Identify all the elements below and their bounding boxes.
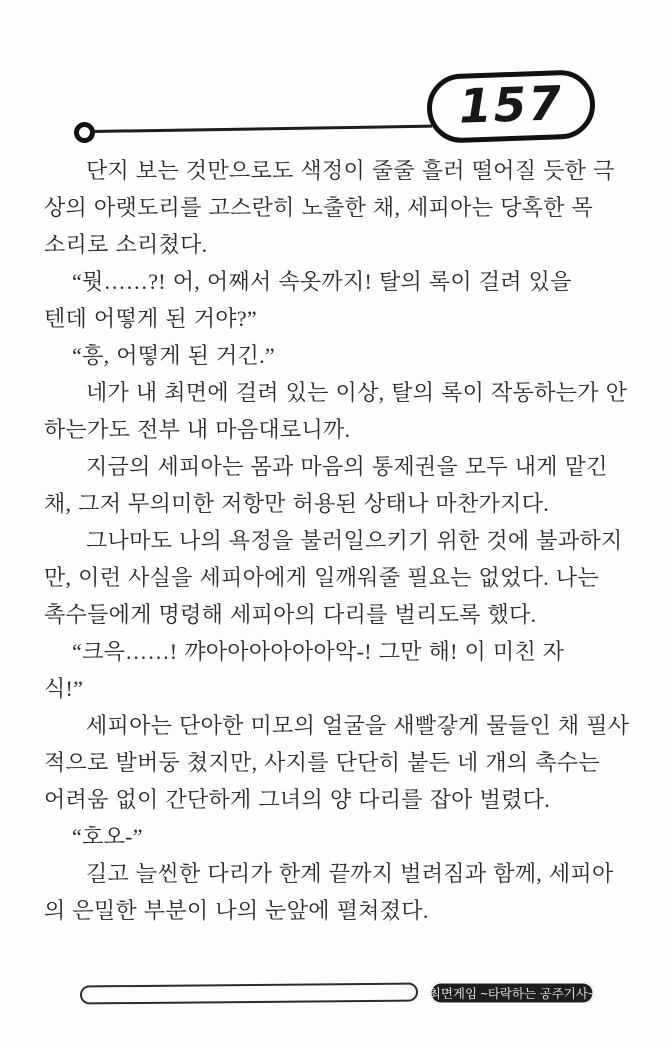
text-line: 텐데 어떻게 된 거야?” xyxy=(44,306,257,331)
body-text xyxy=(44,152,630,929)
text-line: 상의 아랫도리를 고스란히 노출한 채, 세피아는 당혹한 목 xyxy=(44,195,594,220)
text-line: 단지 보는 것만으로도 색정이 줄줄 흘러 떨어질 듯한 극 xyxy=(86,158,615,183)
text-line: 채, 그저 무의미한 저항만 허용된 상태나 마찬가지다. xyxy=(44,491,549,516)
page-number-badge xyxy=(426,69,596,144)
text-line: 어려움 없이 간단하게 그녀의 양 다리를 잡아 벌렸다. xyxy=(44,787,550,812)
text-line: 세피아는 단아한 미모의 얼굴을 새빨갛게 물들인 채 필사 xyxy=(86,713,630,738)
text-line: 적으로 발버둥 쳤지만, 사지를 단단히 붙든 네 개의 촉수는 xyxy=(44,750,600,775)
text-line: 길고 늘씬한 다리가 한계 끝까지 벌려짐과 함께, 세피아 xyxy=(86,861,614,886)
text-line: 하는가도 전부 내 마음대로니까. xyxy=(44,417,351,442)
text-line: 지금의 세피아는 몸과 마음의 통제권을 모두 내게 맡긴 xyxy=(86,454,608,479)
text-line: 촉수들에게 명령해 세피아의 다리를 벌리도록 했다. xyxy=(44,602,537,627)
page-number: 157 xyxy=(457,76,564,135)
text-line: “뭣……?! 어, 어째서 속옷까지! 탈의 록이 걸려 있을 xyxy=(72,269,572,294)
series-badge xyxy=(430,982,594,1004)
text-line: 식!” xyxy=(44,676,84,701)
text-line: 그나마도 나의 욕정을 불러일으키기 위한 것에 불과하지 xyxy=(86,528,623,553)
text-line: 만, 이런 사실을 세피아에게 일깨워줄 필요는 없었다. 나는 xyxy=(44,565,599,590)
series-title: 최면게임 ~타락하는 공주기사~ xyxy=(428,987,596,1001)
text-line: 소리로 소리쳤다. xyxy=(44,232,208,257)
text-line: 네가 내 최면에 걸려 있는 이상, 탈의 록이 작동하는가 안 xyxy=(86,380,628,405)
text-line: “호오-” xyxy=(72,824,143,849)
header-rule xyxy=(92,125,432,133)
text-line: “흥, 어떻게 된 거긴.” xyxy=(72,343,275,368)
text-line: “크윽……! 꺄아아아아아아악-! 그만 해! 이 미친 자 xyxy=(72,639,565,664)
text-line: 의 은밀한 부분이 나의 눈앞에 펼쳐졌다. xyxy=(44,898,429,923)
footer-pill xyxy=(80,983,418,1005)
